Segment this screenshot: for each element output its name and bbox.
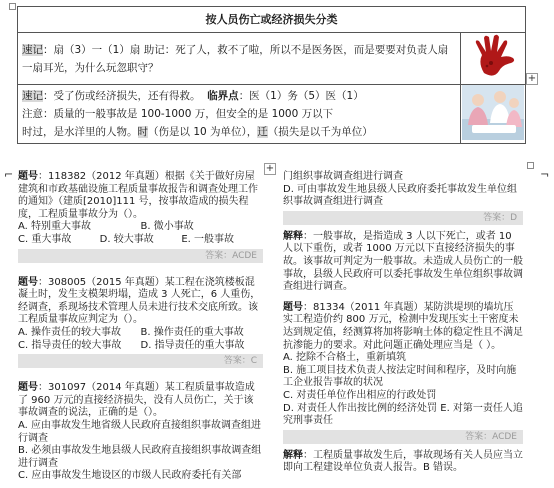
classification-table: [17, 6, 526, 144]
handprint-image: [461, 33, 526, 85]
option-d: D. 对责任人作出按比例的经济处罚: [283, 402, 438, 414]
option-b: B. 施工项目技术负责人按法定时间和程序，及时向施工企业报告事故的状况: [283, 364, 517, 389]
threshold-label: 临界点: [207, 90, 239, 102]
option-e: E. 一般事故: [181, 233, 235, 245]
table-resize-handle[interactable]: [527, 162, 534, 169]
option-c: C. 重大事故: [18, 233, 72, 245]
answer-bar: 答案：D: [283, 211, 523, 225]
option-c: C. 应由事故发生地设区的市级人民政府委托有关部: [18, 470, 242, 482]
option-c: C. 指导责任的较大事故: [18, 339, 122, 351]
option-a: A. 特别重大事故: [18, 221, 92, 233]
option-d: D. 指导责任的重大事故: [140, 339, 245, 351]
medical-team-icon: [462, 85, 524, 140]
mnemonic-key-1: 速记: [22, 44, 43, 56]
table-move-handle[interactable]: [9, 3, 16, 10]
option-e: E. 对第一责任人追究刑事责任: [283, 402, 523, 427]
answer-bar: 答案：ACDE: [18, 249, 263, 263]
row1-text: 速记：扇（3）一（1）扇 助记：死了人，救不了啦，所以不是医务医，而是要要对负责人扇一扇耳光，为什么玩忽职守？: [18, 33, 461, 85]
option-a: A. 操作责任的较大事故: [18, 326, 122, 338]
explanation-1: 解释：一般事故，是指造成 3 人以下死亡，或者 10 人以下重伤，或者 1000 万元以下直接经济损失的事故。该事故可判定为一般事故。未造成人员伤亡的一般事故，县级人民政府可以委托事故发生单位组织事故调查组进行调查。: [283, 230, 523, 293]
option-d: D. 可由事故发生地县级人民政府委托事故发生单位组织事故调查组进行调查: [283, 183, 518, 208]
mnemonic-key-2: 速记: [22, 90, 43, 102]
crop-mark-left: ⌐: [4, 168, 14, 181]
answer-bar: 答案：ACDE: [283, 430, 523, 444]
table-title: 按人员伤亡或经济损失分类: [18, 7, 526, 33]
explanation-2: 解释：工程质量事故发生后，事故现场有关人员应当立即向工程建设单位负责人报告。B 错误。: [283, 449, 523, 474]
crop-mark-right: ⌐: [540, 168, 550, 181]
add-row-handle[interactable]: +: [265, 163, 275, 174]
option-d: D. 较大事故: [99, 233, 154, 245]
option-c-continued: 门组织事故调查组进行调查: [283, 171, 403, 182]
question-81334: 题号：81334（2011 年真题）某防洪堤坝的墙坑压实工程造价约 800 万元，检测中发现压实土干密度未达到规定值，经测算将加将影响土体的稳定性且不满足抗渗能力的要求。对此问题正确处理应当是（ ）。 A. 挖除不合格土，重新填筑 B. 施工项目技术负责人按法定时间和程序，及时向施工企业报告事故的状况 C. 对责任单位作出相应的行政处罚 D. 对责任人作出按比例的经济处罚 E. 对第一责任人追究刑事责任: [283, 301, 523, 427]
option-c: C. 对责任单位作出相应的行政处罚: [283, 389, 437, 401]
option-b: B. 微小事故: [140, 221, 194, 233]
add-column-handle[interactable]: +: [527, 73, 537, 84]
answer-bar: 答案：C: [18, 354, 263, 368]
option-b: B. 操作责任的重大事故: [140, 326, 244, 338]
note-line: 注意：质量的一般事故是 100-1000 万，但安全的是 1000 万以下: [22, 108, 334, 120]
option-b: B. 必须由事故发生地县级人民政府直接组织事故调查组进行调查: [18, 445, 262, 469]
option-a: A. 应由事故发生地省级人民政府直接组织事故调查组进行调查: [18, 419, 262, 444]
question-308005: 题号：308005（2015 年真题）某工程在浇筑楼板混凝土时，发生支模架坍塌，造成 3 人死亡，6 人重伤，经调查，系现场技术管理人员未进行技术交底所致。该工程质量事故应判定为（）。 A. 操作责任的较大事故 B. 操作责任的重大事故 C. 指导责任的较大事故 D. 指导责任的重大事故 答案：C: [18, 277, 263, 369]
handprint-icon: [464, 33, 522, 81]
right-column: [283, 171, 523, 475]
option-a: A. 挖除不合格土，重新填筑: [283, 352, 407, 364]
unit-line: 时过，是水洋里的人物。时（伤是以 10 为单位），迁（损失是以千为单位）: [22, 126, 373, 138]
question-301097: 题号：301097（2014 年真题）某工程质量事故造成了 960 万元的直接经济损失，没有人员伤亡，关于该事故调查的说法，正确的是（）。 A. 应由事故发生地省级人民政府直接组织事故调查组进行调查 B. 必须由事故发生地县级人民政府直接组织事故调查组进行调查 C. 应由事故发生地设区的市级人民政府委托有关部: [18, 382, 262, 482]
row2-text: 速记：受了伤或经济损失，还有得救。 临界点：医（1）务（5）医（1） 注意：质量的一般事故是 100-1000 万，但安全的是 1000 万以下 时过，是水洋里的人物。时（伤是以 10 为单位），迁（损失是以千为单位）: [18, 85, 461, 144]
medical-team-image: [461, 85, 526, 144]
question-118382: 题号：118382（2012 年真题）根据《关于做好房屋建筑和市政基础设施工程质量事故报告和调查处理工作的通知》（建质[2010]111 号，按事故造成的损失程度，工程质量事故分为（）。 A. 特别重大事故 B. 微小事故 C. 重大事故 D. 较大事故 E. 一般事故 答案：ACDE: [18, 171, 263, 263]
left-column: [18, 171, 263, 483]
